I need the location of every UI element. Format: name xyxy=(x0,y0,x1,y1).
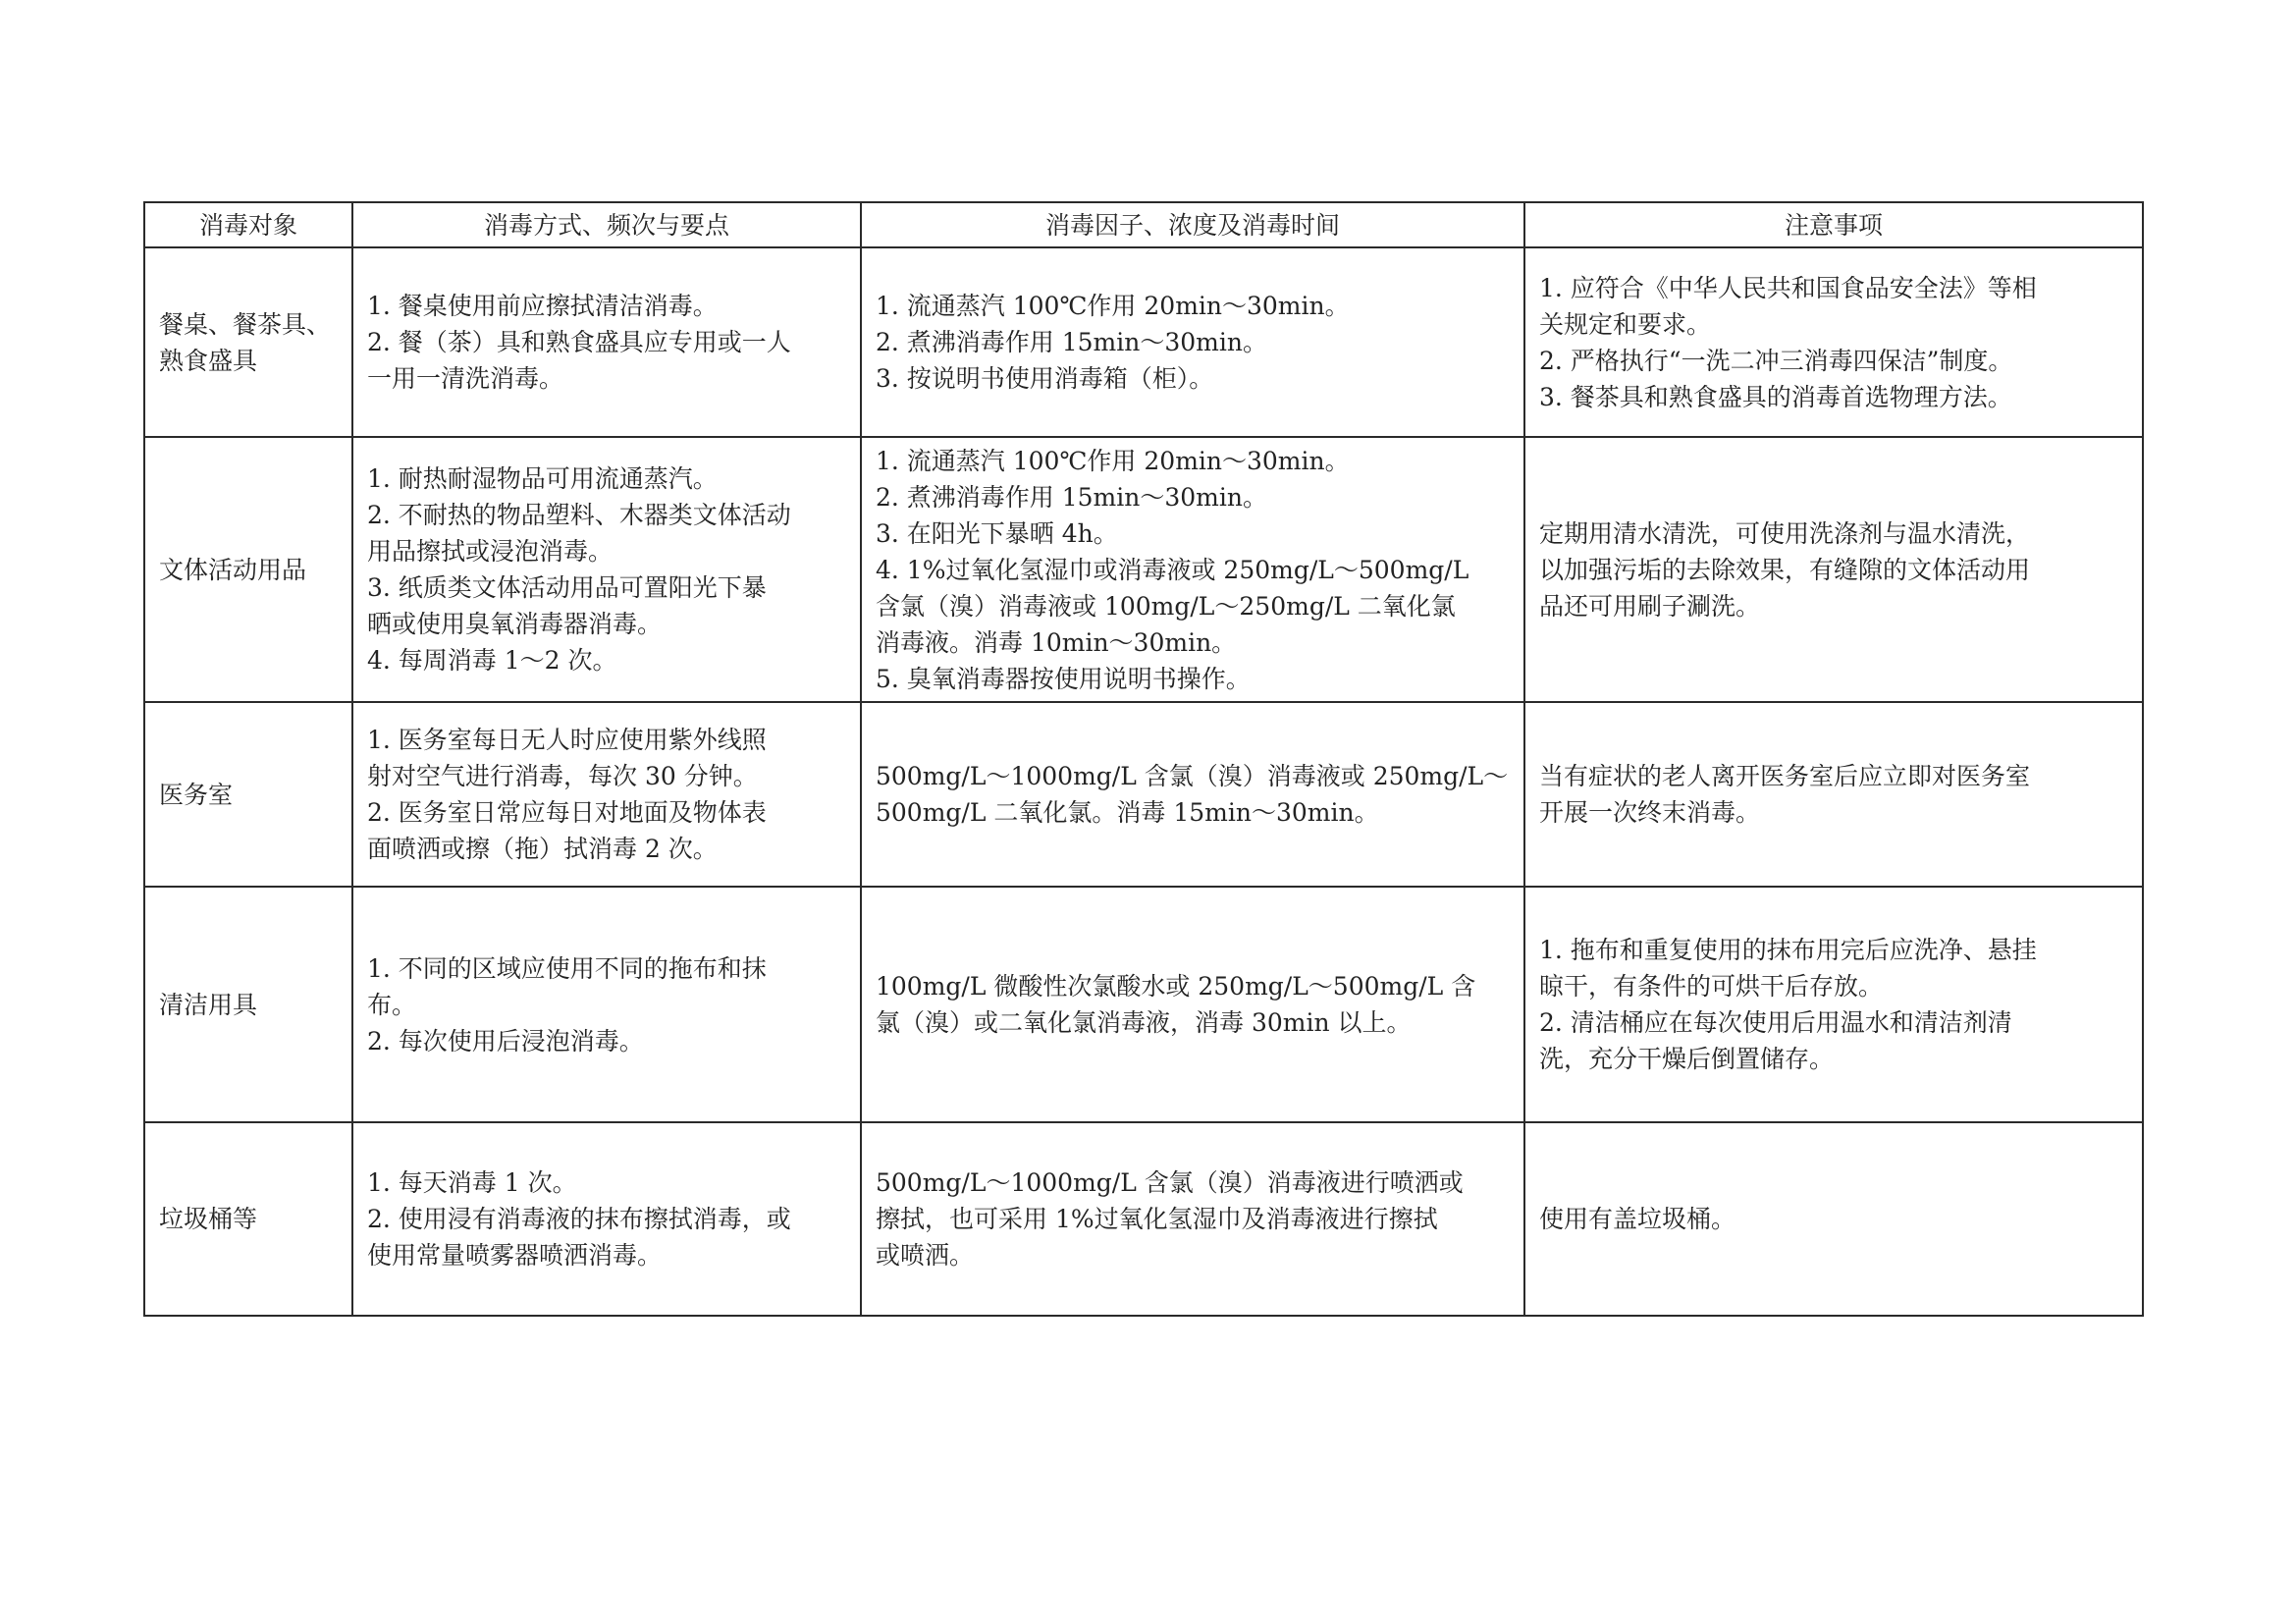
cell-notes xyxy=(1524,437,2143,702)
cell-factor xyxy=(861,437,1524,702)
table-row xyxy=(144,702,2143,887)
cell-target xyxy=(144,1122,352,1316)
notes-line: 1. 拖布和重复使用的抹布用完后应洗净、悬挂 xyxy=(1539,936,2037,964)
cell-target xyxy=(144,437,352,702)
method-line: 2. 每次使用后浸泡消毒。 xyxy=(367,1026,644,1056)
target-line: 餐桌、餐茶具、 xyxy=(159,309,332,339)
notes-line: 开展一次终末消毒。 xyxy=(1539,798,1761,827)
factor-line: 3. 按说明书使用消毒箱（柜）。 xyxy=(876,364,1214,393)
cell-factor xyxy=(861,247,1524,437)
notes-line: 定期用清水清洗，可使用洗涤剂与温水清洗， xyxy=(1539,518,2031,548)
factor-line: 2. 煮沸消毒作用 15min～30min。 xyxy=(876,328,1267,356)
notes-line: 当有症状的老人离开医务室后应立即对医务室 xyxy=(1539,762,2031,790)
method-line: 用品擦拭或浸泡消毒。 xyxy=(367,537,614,566)
cell-notes xyxy=(1524,1122,2143,1316)
header-factor: 消毒因子、浓度及消毒时间 xyxy=(861,202,1524,247)
notes-line: 品还可用刷子涮洗。 xyxy=(1539,591,1761,621)
cell-notes xyxy=(1524,702,2143,887)
table-row xyxy=(144,1122,2143,1316)
method-line: 1. 餐桌使用前应擦拭清洁消毒。 xyxy=(367,292,718,320)
factor-line: 1. 流通蒸汽 100℃作用 20min～30min。 xyxy=(876,446,1350,475)
notes-line: 以加强污垢的去除效果，有缝隙的文体活动用 xyxy=(1539,555,2031,584)
table-header-row xyxy=(144,202,2143,247)
cell-method xyxy=(352,1122,861,1316)
cell-target xyxy=(144,887,352,1122)
notes-line: 3. 餐茶具和熟食盛具的消毒首选物理方法。 xyxy=(1539,382,2012,411)
target-line: 医务室 xyxy=(159,780,234,809)
factor-line: 3. 在阳光下暴晒 4h。 xyxy=(876,518,1118,548)
cell-method xyxy=(352,247,861,437)
method-line: 4. 每周消毒 1～2 次。 xyxy=(367,646,617,675)
factor-line: 2. 煮沸消毒作用 15min～30min。 xyxy=(876,482,1267,512)
factor-line: 5. 臭氧消毒器按使用说明书操作。 xyxy=(876,664,1251,693)
cell-target xyxy=(144,702,352,887)
table-row xyxy=(144,247,2143,437)
method-line: 2. 餐（茶）具和熟食盛具应专用或一人 xyxy=(367,328,791,356)
factor-line: 氯（溴）或二氧化氯消毒液，消毒 30min 以上。 xyxy=(876,1008,1412,1037)
header-method: 消毒方式、频次与要点 xyxy=(352,202,861,247)
notes-line: 2. 清洁桶应在每次使用后用温水和清洁剂清 xyxy=(1539,1008,2012,1037)
notes-line: 2. 严格执行“一洗二冲三消毒四保洁”制度。 xyxy=(1539,346,2013,375)
notes-line: 1. 应符合《中华人民共和国食品安全法》等相 xyxy=(1539,273,2037,302)
disinfection-table xyxy=(143,201,2144,1317)
method-line: 一用一清洗消毒。 xyxy=(367,364,564,393)
factor-line: 500mg/L 二氧化氯。消毒 15min～30min。 xyxy=(876,798,1379,827)
method-line: 2. 医务室日常应每日对地面及物体表 xyxy=(367,798,767,827)
method-line: 2. 不耐热的物品塑料、木器类文体活动 xyxy=(367,501,791,529)
method-line: 射对空气进行消毒，每次 30 分钟。 xyxy=(367,762,758,790)
factor-line: 或喷洒。 xyxy=(876,1241,975,1270)
cell-factor xyxy=(861,702,1524,887)
method-line: 2. 使用浸有消毒液的抹布擦拭消毒，或 xyxy=(367,1205,791,1233)
cell-notes xyxy=(1524,247,2143,437)
factor-line: 消毒液。消毒 10min～30min。 xyxy=(876,627,1237,657)
target-line: 垃圾桶等 xyxy=(159,1205,258,1233)
factor-line: 4. 1%过氧化氢湿巾或消毒液或 250mg/L～500mg/L xyxy=(876,555,1469,584)
method-line: 布。 xyxy=(367,990,417,1019)
cell-method xyxy=(352,702,861,887)
notes-line: 关规定和要求。 xyxy=(1539,309,1712,339)
target-line: 文体活动用品 xyxy=(159,555,307,584)
notes-line: 晾干，有条件的可烘干后存放。 xyxy=(1539,972,1884,1001)
factor-line: 100mg/L 微酸性次氯酸水或 250mg/L～500mg/L 含 xyxy=(876,972,1476,1001)
notes-line: 洗，充分干燥后倒置储存。 xyxy=(1539,1045,1835,1073)
cell-method xyxy=(352,437,861,702)
cell-factor xyxy=(861,1122,1524,1316)
cell-notes xyxy=(1524,887,2143,1122)
factor-line: 500mg/L～1000mg/L 含氯（溴）消毒液或 250mg/L～ xyxy=(876,762,1509,790)
factor-line: 1. 流通蒸汽 100℃作用 20min～30min。 xyxy=(876,292,1350,320)
method-line: 1. 医务室每日无人时应使用紫外线照 xyxy=(367,726,767,754)
cell-target xyxy=(144,247,352,437)
method-line: 面喷洒或擦（拖）拭消毒 2 次。 xyxy=(367,835,718,863)
method-line: 1. 每天消毒 1 次。 xyxy=(367,1168,577,1197)
target-line: 熟食盛具 xyxy=(159,346,258,375)
header-target: 消毒对象 xyxy=(144,202,352,247)
factor-line: 擦拭，也可采用 1%过氧化氢湿巾及消毒液进行擦拭 xyxy=(876,1205,1438,1233)
method-line: 1. 不同的区域应使用不同的拖布和抹 xyxy=(367,953,767,983)
factor-line: 500mg/L～1000mg/L 含氯（溴）消毒液进行喷洒或 xyxy=(876,1168,1464,1197)
method-line: 使用常量喷雾器喷洒消毒。 xyxy=(367,1241,663,1270)
method-line: 3. 纸质类文体活动用品可置阳光下暴 xyxy=(367,573,767,602)
cell-factor xyxy=(861,887,1524,1122)
method-line: 1. 耐热耐湿物品可用流通蒸汽。 xyxy=(367,464,718,493)
table-row xyxy=(144,437,2143,702)
method-line: 晒或使用臭氧消毒器消毒。 xyxy=(367,610,663,638)
target-line: 清洁用具 xyxy=(159,990,258,1019)
notes-line: 使用有盖垃圾桶。 xyxy=(1539,1205,1736,1233)
factor-line: 含氯（溴）消毒液或 100mg/L～250mg/L 二氧化氯 xyxy=(876,591,1456,621)
cell-method xyxy=(352,887,861,1122)
table-row xyxy=(144,887,2143,1122)
header-notes: 注意事项 xyxy=(1524,202,2143,247)
